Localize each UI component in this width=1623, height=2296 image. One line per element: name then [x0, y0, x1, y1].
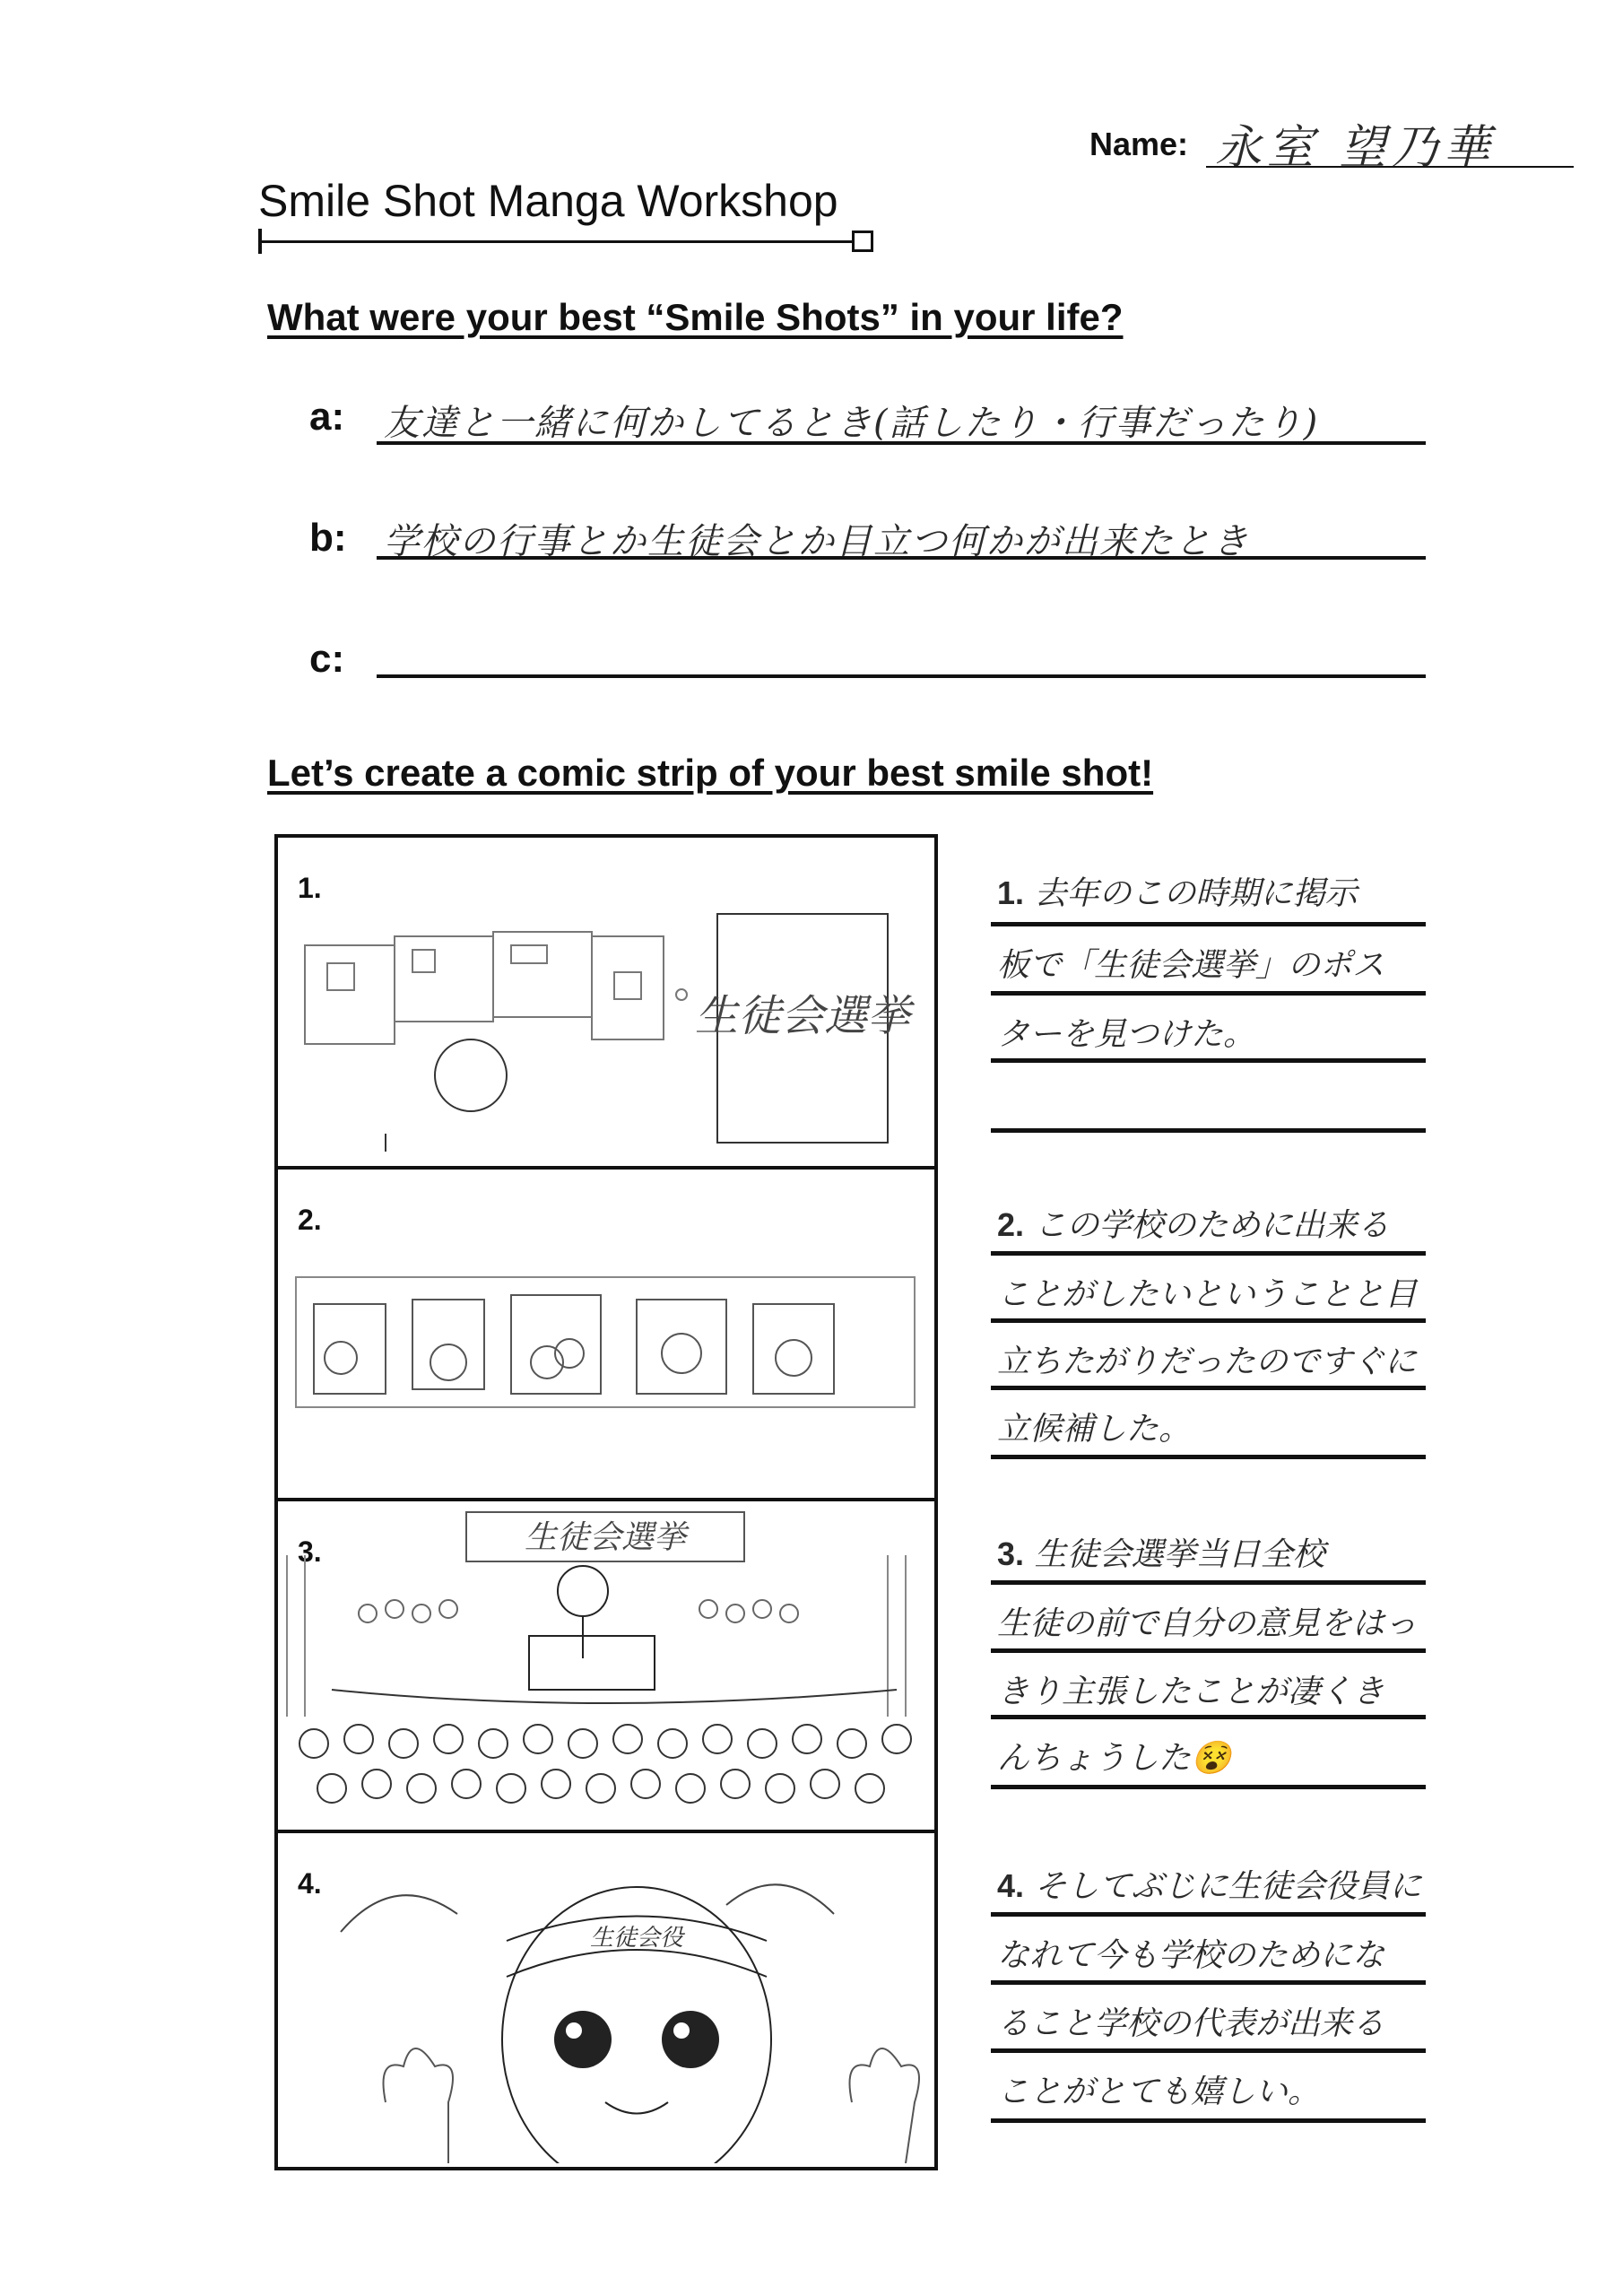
panel-number: 3.: [298, 1535, 322, 1568]
caption-rule: [991, 1386, 1426, 1390]
title-tick: [258, 229, 262, 254]
caption-2-line-4: 立候補した。: [997, 1411, 1192, 1448]
answer-a-label: a:: [309, 395, 345, 439]
panel-number: 1.: [298, 872, 322, 904]
answer-a-line: [377, 441, 1426, 445]
answer-b-line: [377, 556, 1426, 560]
answer-a-text: 友達と一緒に何かしてるとき(話したり・行事だったり): [384, 403, 1320, 444]
comic-panel-4: [278, 1833, 934, 2167]
caption-rule: [991, 1785, 1426, 1789]
caption-rule: [991, 991, 1426, 996]
caption-1-line-1: 1. 去年のこの時期に掲示: [997, 874, 1358, 912]
caption-rule: [991, 1715, 1426, 1719]
caption-rule: [991, 1318, 1426, 1323]
panel-number: 4.: [298, 1867, 322, 1900]
panel-1-drawing: [278, 838, 934, 1166]
caption-3-line-2: 生徒の前で自分の意見をはっ: [997, 1605, 1418, 1642]
panel-4-drawing: [278, 1833, 934, 2163]
comic-panel-3: [278, 1501, 934, 1833]
caption-rule: [991, 2118, 1426, 2123]
caption-rule: [991, 922, 1426, 926]
caption-rule: [991, 1580, 1426, 1585]
headband-text: 生徒会役: [589, 1925, 684, 1952]
name-label: Name:: [1089, 126, 1189, 162]
caption-number: 1.: [997, 874, 1025, 911]
caption-rule: [991, 1980, 1426, 1985]
caption-rule: [991, 2048, 1426, 2053]
poster-text: 生徒会選挙: [694, 991, 911, 1041]
title-box: [852, 230, 873, 252]
strip-heading: Let’s create a comic strip of your best smile shot!: [267, 752, 1154, 794]
caption-3-line-1: 3. 生徒会選挙当日全校: [997, 1535, 1325, 1573]
question-heading: What were your best “Smile Shots” in your life?: [267, 296, 1124, 338]
panel-3-drawing: [278, 1501, 934, 1830]
caption-3-line-4: んちょうした😵: [997, 1740, 1231, 1777]
caption-4-line-4: ことがとても嬉しい。: [997, 2074, 1321, 2110]
banner-text: 生徒会選挙: [524, 1519, 687, 1556]
comic-panel-1: [278, 838, 934, 1170]
caption-2-line-1: 2. この学校のために出来る: [997, 1206, 1390, 1244]
caption-rule: [991, 1058, 1426, 1063]
caption-rule: [991, 1912, 1426, 1917]
caption-2-line-2: ことがしたいということと目: [997, 1276, 1418, 1313]
answer-c-line: [377, 674, 1426, 678]
comic-panels: [274, 834, 938, 2170]
panel-number: 2.: [298, 1204, 322, 1236]
caption-rule: [991, 1648, 1426, 1653]
panel-2-drawing: [278, 1170, 934, 1498]
caption-4-line-1: 4. そしてぶじに生徒会役員に: [997, 1867, 1422, 1905]
caption-number: 4.: [997, 1867, 1025, 1904]
answer-b-text: 学校の行事とか生徒会とか目立つ何かが出来たとき: [384, 521, 1250, 562]
caption-rule: [991, 1455, 1426, 1459]
caption-1-line-2: 板で「生徒会選挙」のポス: [997, 947, 1385, 984]
caption-4-line-3: ること学校の代表が出来る: [997, 2005, 1385, 2042]
caption-number: 3.: [997, 1535, 1025, 1572]
caption-number: 2.: [997, 1206, 1025, 1243]
big-eyes: [554, 2011, 719, 2068]
worksheet-title: Smile Shot Manga Workshop: [258, 176, 838, 226]
answer-b-label: b:: [309, 516, 347, 560]
title-underline: [260, 240, 852, 243]
caption-4-line-2: なれて今も学校のためにな: [997, 1937, 1385, 1974]
caption-2-line-3: 立ちたがりだったのですぐに: [997, 1344, 1418, 1380]
caption-1-line-3: ターを見つけた。: [997, 1016, 1256, 1053]
caption-rule: [991, 1128, 1426, 1133]
comic-panel-2: [278, 1170, 934, 1501]
caption-rule: [991, 1251, 1426, 1256]
answer-c-label: c:: [309, 637, 345, 681]
name-line: [1206, 166, 1574, 168]
caption-3-line-3: きり主張したことが凄くき: [997, 1674, 1385, 1710]
name-value: 永室 望乃華: [1215, 121, 1496, 175]
